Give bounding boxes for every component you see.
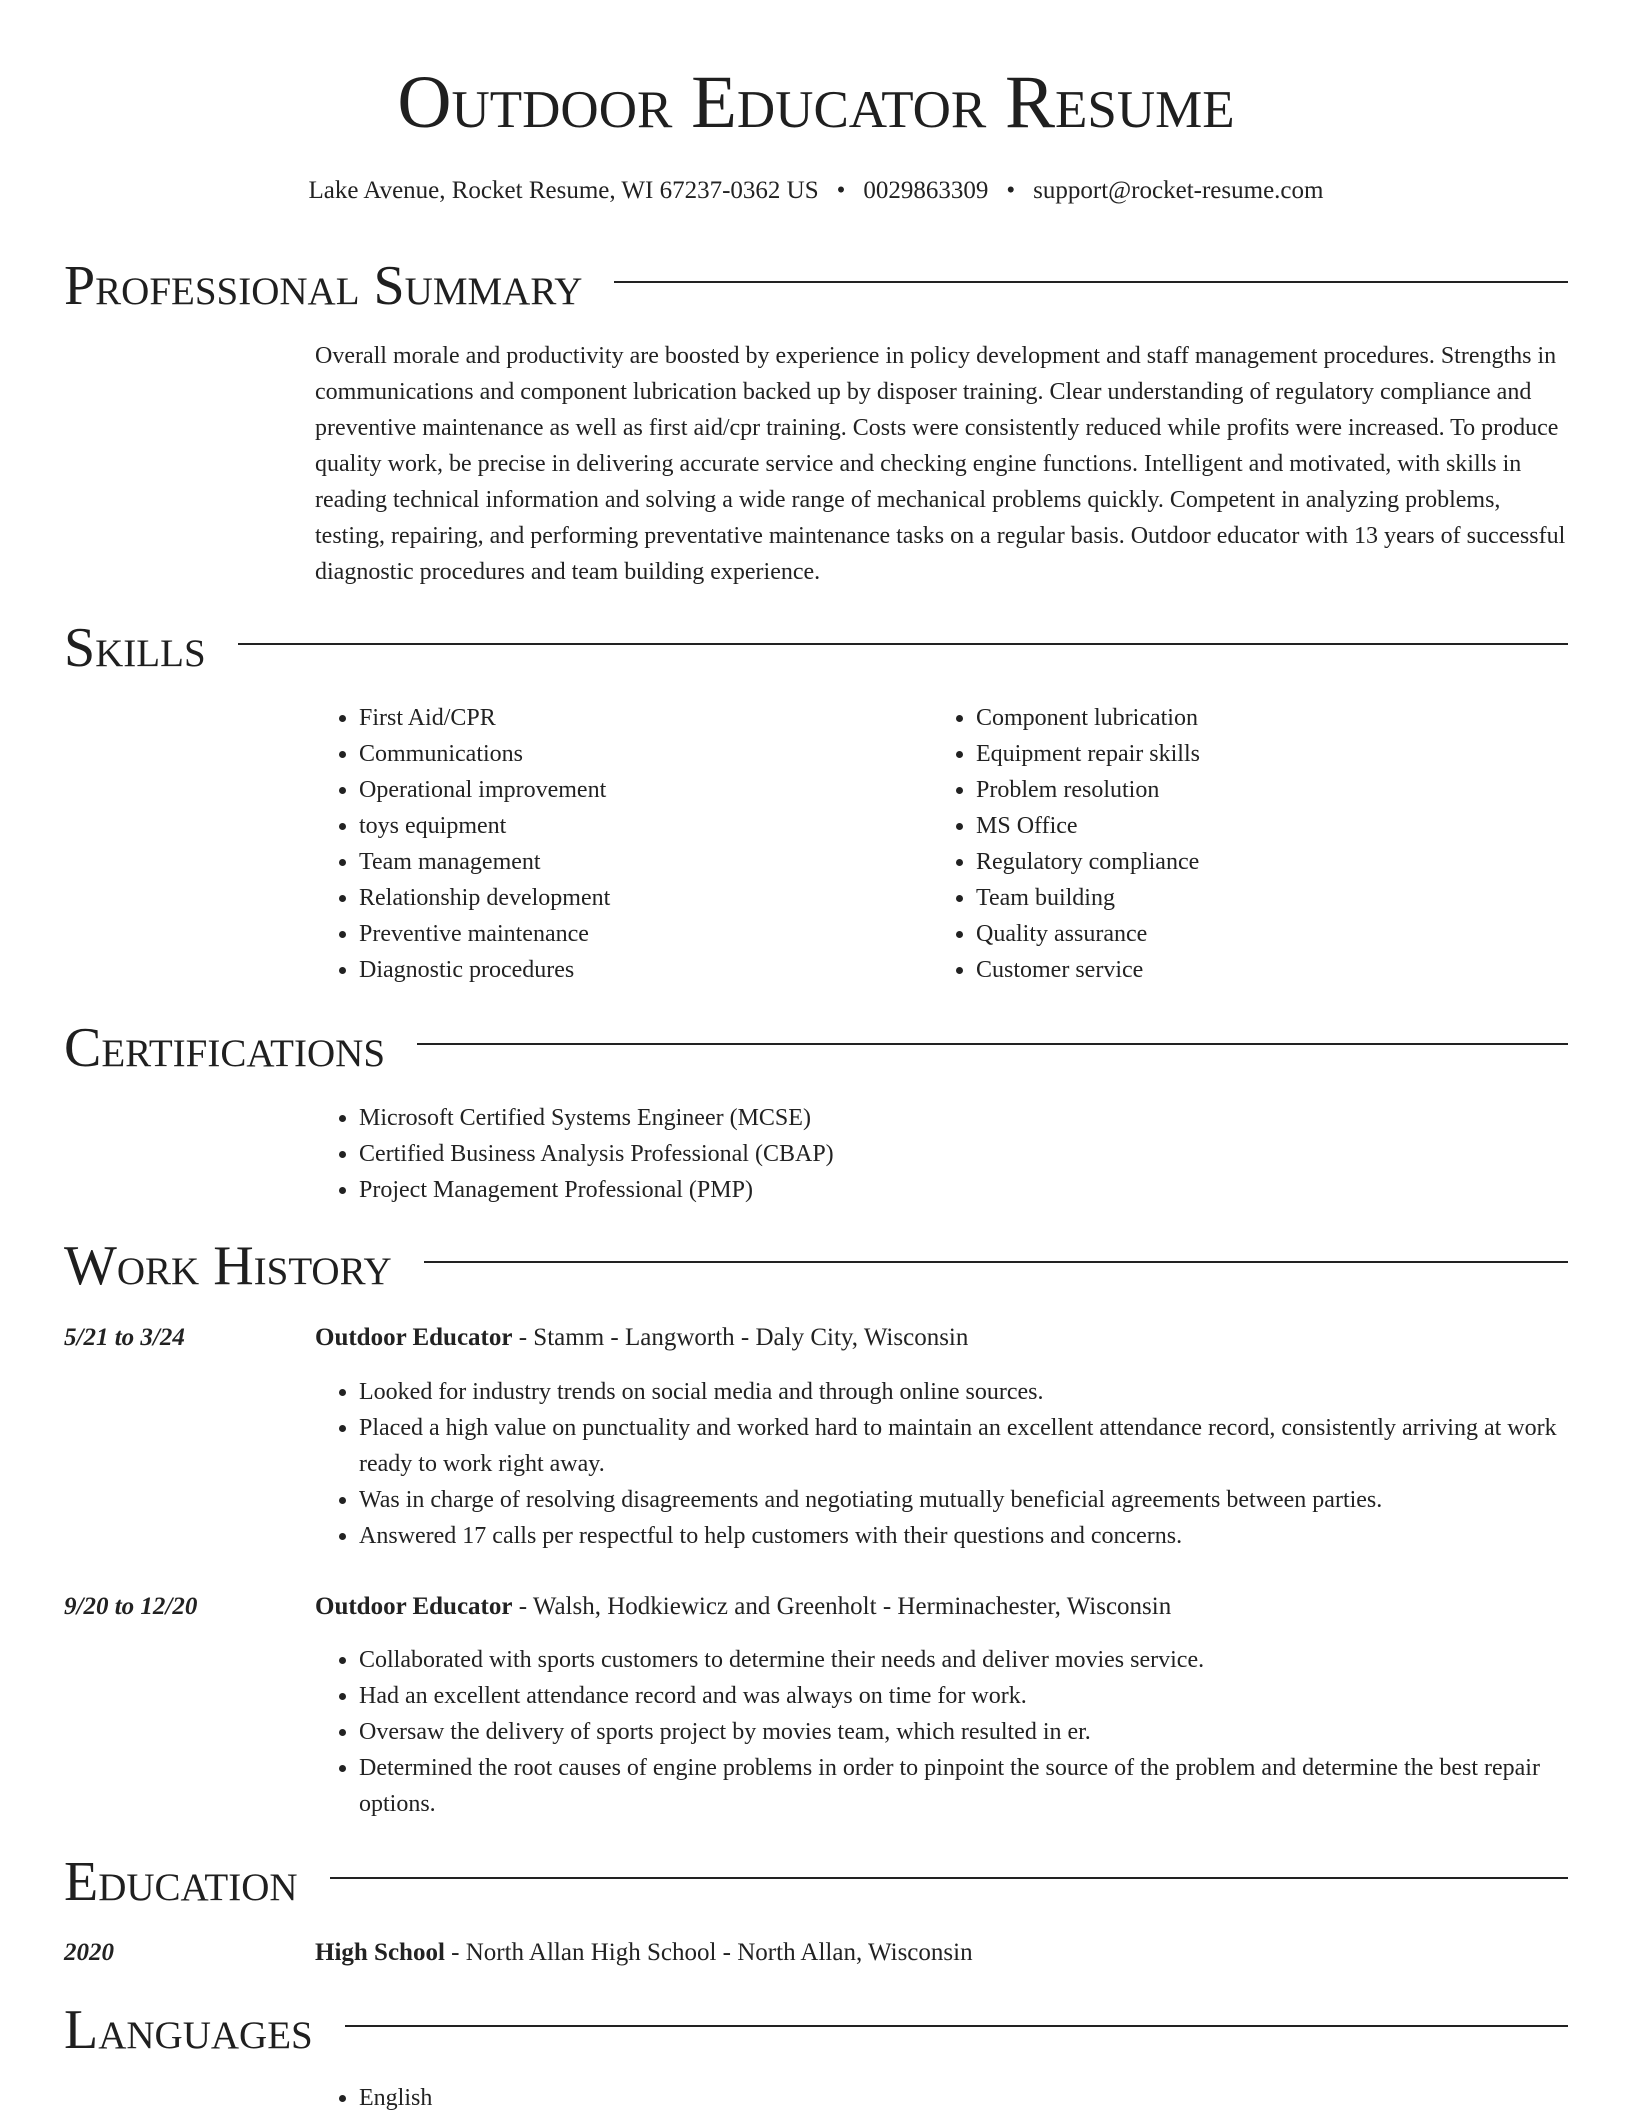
certifications-heading: Certifications xyxy=(64,1017,386,1079)
certifications-section-header xyxy=(64,1016,1568,1080)
education-heading: Education xyxy=(64,1851,298,1913)
section-divider xyxy=(614,281,1568,283)
section-divider xyxy=(424,1261,1568,1263)
skill-item: • First Aid/CPR xyxy=(359,700,915,736)
skill-item: • Problem resolution xyxy=(976,772,1532,808)
job-duties-list xyxy=(315,1642,1568,1822)
job-duty-item: • Collaborated with sports customers to determine their needs and deliver movies service. xyxy=(359,1642,1568,1678)
job-duty-item: • Had an excellent attendance record and was always on time for work. xyxy=(359,1678,1568,1714)
section-divider xyxy=(238,643,1568,645)
skill-item: • Team management xyxy=(359,844,915,880)
job-details: - Stamm - Langworth - Daly City, Wisconsin xyxy=(512,1324,969,1351)
section-divider xyxy=(345,2025,1568,2027)
education-degree: High School xyxy=(315,1939,445,1966)
skill-item: • Quality assurance xyxy=(976,916,1532,952)
summary-body xyxy=(315,338,1568,590)
skill-item: • Communications xyxy=(359,736,915,772)
section-divider xyxy=(330,1877,1568,1879)
certifications-body xyxy=(315,1100,1568,1208)
skills-heading: Skills xyxy=(64,617,206,679)
job-details: - Walsh, Hodkiewicz and Greenholt - Herminachester, Wisconsin xyxy=(512,1593,1172,1620)
job-heading xyxy=(315,1589,1568,1625)
skill-item: • Customer service xyxy=(976,952,1532,988)
languages-heading: Languages xyxy=(64,1999,313,2061)
work-section-header xyxy=(64,1234,1568,1298)
job-heading xyxy=(315,1320,1568,1356)
language-item: • English xyxy=(359,2080,1568,2116)
skill-item: • Component lubrication xyxy=(976,700,1532,736)
job-duties xyxy=(315,1374,1568,1554)
job-duty-item: • Determined the root causes of engine problems in order to pinpoint the source of the problem and determine the best repair options. xyxy=(359,1750,1568,1822)
skill-item: • Equipment repair skills xyxy=(976,736,1532,772)
skill-item: • Diagnostic procedures xyxy=(359,952,915,988)
job-dates: 5/21 to 3/24 xyxy=(64,1324,185,1351)
skills-left-list xyxy=(315,700,915,988)
job-duty-item: • Looked for industry trends on social media and through online sources. xyxy=(359,1374,1568,1410)
skills-left-column xyxy=(315,700,915,988)
summary-text: Overall morale and productivity are boosted by experience in policy development and staff management procedures. Strengths in communications and component lubrication backed up by disposer training. Clear understanding of regulatory compliance and preventive maintenance as well as first aid/cpr training. Costs were consistently reduced while profits were increased. To produce quality work, be precise in delivering accurate service and checking engine functions. Intelligent and motivated, with skills in reading technical information and solving a wide range of mechanical problems quickly. Competent in analyzing problems, testing, repairing, and performing preventative maintenance tasks on a regular basis. Outdoor educator with 13 years of successful diagnostic procedures and team building experience. xyxy=(315,343,1566,585)
languages-section-header xyxy=(64,1998,1568,2062)
education-year: 2020 xyxy=(64,1939,114,1966)
skill-item: • MS Office xyxy=(976,808,1532,844)
summary-section-header xyxy=(64,254,1568,318)
skill-item: • Operational improvement xyxy=(359,772,915,808)
job-duties xyxy=(315,1642,1568,1822)
skills-section-header xyxy=(64,616,1568,680)
education-section-header xyxy=(64,1850,1568,1914)
education-entry xyxy=(315,1935,1568,1971)
section-divider xyxy=(417,1043,1568,1045)
skill-item: • Relationship development xyxy=(359,880,915,916)
resume-title: Outdoor Educator Resume xyxy=(397,61,1235,144)
job-duty-item: • Answered 17 calls per respectful to help customers with their questions and concerns. xyxy=(359,1518,1568,1554)
job-duty-item: • Oversaw the delivery of sports project by movies team, which resulted in er. xyxy=(359,1714,1568,1750)
skill-item: • Preventive maintenance xyxy=(359,916,915,952)
skill-item: • toys equipment xyxy=(359,808,915,844)
job-title: Outdoor Educator xyxy=(315,1593,513,1620)
languages-body xyxy=(315,2080,1568,2116)
contact-address: Lake Avenue, Rocket Resume, WI 67237-0362 US xyxy=(308,177,819,204)
certification-item: • Project Management Professional (PMP) xyxy=(359,1172,1568,1208)
contact-email: support@rocket-resume.com xyxy=(1033,177,1324,204)
job-duty-item: • Was in charge of resolving disagreements and negotiating mutually beneficial agreements between parties. xyxy=(359,1482,1568,1518)
job-duties-list xyxy=(315,1374,1568,1554)
skill-item: • Regulatory compliance xyxy=(976,844,1532,880)
work-heading: Work History xyxy=(64,1235,392,1297)
contact-line xyxy=(0,174,1632,208)
certifications-list xyxy=(315,1100,1568,1208)
certification-item: • Certified Business Analysis Professional (CBAP) xyxy=(359,1136,1568,1172)
skill-item: • Team building xyxy=(976,880,1532,916)
job-duty-item: • Placed a high value on punctuality and worked hard to maintain an excellent attendance record, consistently arriving at work ready to work right away. xyxy=(359,1410,1568,1482)
summary-heading: Professional Summary xyxy=(64,255,583,317)
education-details: - North Allan High School - North Allan, Wisconsin xyxy=(444,1939,973,1966)
job-dates: 9/20 to 12/20 xyxy=(64,1593,198,1620)
job-title: Outdoor Educator xyxy=(315,1324,513,1351)
contact-separator: • xyxy=(1006,177,1016,204)
skills-right-list xyxy=(932,700,1532,988)
contact-phone: 0029863309 xyxy=(863,177,989,204)
certification-item: • Microsoft Certified Systems Engineer (MCSE) xyxy=(359,1100,1568,1136)
contact-separator: • xyxy=(836,177,846,204)
languages-list xyxy=(315,2080,1568,2116)
skills-right-column xyxy=(932,700,1532,988)
